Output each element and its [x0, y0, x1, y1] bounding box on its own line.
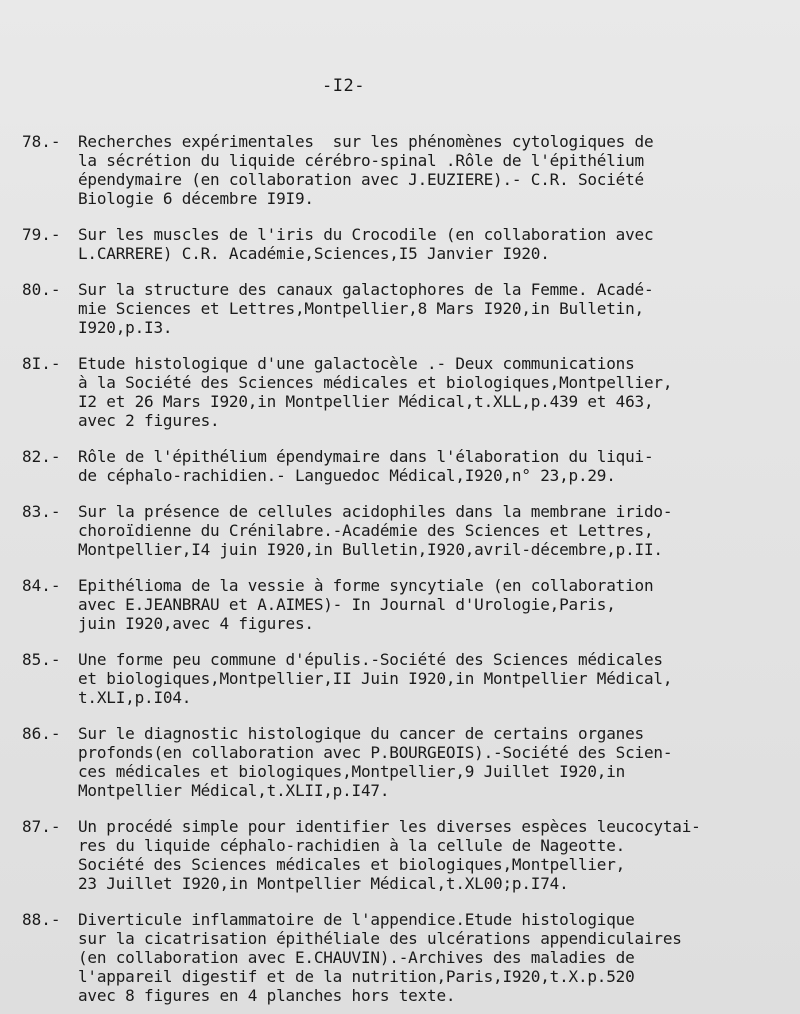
entry-number: 86.- — [22, 724, 61, 743]
entry-text — [78, 225, 782, 263]
entry-line: et biologiques,Montpellier,II Juin I920,in Montpellier Médical, — [78, 669, 673, 688]
entry-line: sur la cicatrisation épithéliale des ulcérations appendiculaires — [78, 929, 682, 948]
entry-line: avec 8 figures en 4 planches hors texte. — [78, 986, 456, 1005]
entry-text — [78, 132, 782, 208]
bibliography-entry — [22, 502, 782, 559]
entry-line: choroïdienne du Crénilabre.-Académie des Sciences et Lettres, — [78, 521, 654, 540]
entry-number: 84.- — [22, 576, 61, 595]
entry-line: profonds(en collaboration avec P.BOURGEOIS).-Société des Scien- — [78, 743, 673, 762]
entry-line: l'appareil digestif et de la nutrition,Paris,I920,t.X.p.520 — [78, 967, 635, 986]
entry-line: I920,p.I3. — [78, 318, 173, 337]
entry-line: Sur le diagnostic histologique du cancer de certains organes — [78, 724, 644, 743]
bibliography-entry — [22, 650, 782, 707]
bibliography-entry — [22, 132, 782, 208]
entry-line: L.CARRERE) C.R. Académie,Sciences,I5 Janvier I920. — [78, 244, 550, 263]
entry-text — [78, 576, 782, 633]
entry-line: Etude histologique d'une galactocèle .- Deux communications — [78, 354, 635, 373]
bibliography-entry — [22, 354, 782, 430]
entry-number: 87.- — [22, 817, 61, 836]
entry-line: Sur la structure des canaux galactophores de la Femme. Acadé- — [78, 280, 654, 299]
entry-text — [78, 447, 782, 485]
entry-line: (en collaboration avec E.CHAUVIN).-Archives des maladies de — [78, 948, 635, 967]
bibliography-entry — [22, 447, 782, 485]
entry-number: 88.- — [22, 910, 61, 929]
entry-line: juin I920,avec 4 figures. — [78, 614, 314, 633]
entry-line: ces médicales et biologiques,Montpellier,9 Juillet I920,in — [78, 762, 626, 781]
entry-text — [78, 502, 782, 559]
entry-line: Sur la présence de cellules acidophiles dans la membrane irido- — [78, 502, 673, 521]
entry-line: Sur les muscles de l'iris du Crocodile (en collaboration avec — [78, 225, 654, 244]
entry-number: 82.- — [22, 447, 61, 466]
bibliography-entry — [22, 910, 782, 1005]
entry-line: Montpellier Médical,t.XLII,p.I47. — [78, 781, 390, 800]
page-number: -I2- — [322, 76, 365, 96]
entry-text — [78, 354, 782, 430]
entry-number: 8I.- — [22, 354, 61, 373]
entry-text — [78, 650, 782, 707]
entry-line: Diverticule inflammatoire de l'appendice.Etude histologique — [78, 910, 635, 929]
bibliography-entry — [22, 724, 782, 800]
entry-line: Recherches expérimentales sur les phénomènes cytologiques de — [78, 132, 654, 151]
entry-line: 23 Juillet I920,in Montpellier Médical,t.XL00;p.I74. — [78, 874, 569, 893]
entry-line: mie Sciences et Lettres,Montpellier,8 Mars I920,in Bulletin, — [78, 299, 644, 318]
entry-line: Biologie 6 décembre I9I9. — [78, 189, 314, 208]
entry-line: Epithélioma de la vessie à forme syncytiale (en collaboration — [78, 576, 654, 595]
bibliography-entry — [22, 576, 782, 633]
entry-line: la sécrétion du liquide cérébro-spinal .Rôle de l'épithélium — [78, 151, 644, 170]
entry-line: I2 et 26 Mars I920,in Montpellier Médical,t.XLL,p.439 et 463, — [78, 392, 654, 411]
entry-line: Société des Sciences médicales et biologiques,Montpellier, — [78, 855, 626, 874]
entry-number: 83.- — [22, 502, 61, 521]
bibliography-entry — [22, 225, 782, 263]
entry-line: de céphalo-rachidien.- Languedoc Médical,I920,n° 23,p.29. — [78, 466, 616, 485]
entry-line: t.XLI,p.I04. — [78, 688, 192, 707]
entry-text — [78, 724, 782, 800]
entry-line: épendymaire (en collaboration avec J.EUZIERE).- C.R. Société — [78, 170, 644, 189]
entry-number: 78.- — [22, 132, 61, 151]
entry-number: 80.- — [22, 280, 61, 299]
entry-text — [78, 817, 782, 893]
entry-number: 85.- — [22, 650, 61, 669]
entry-line: avec 2 figures. — [78, 411, 220, 430]
entry-line: Montpellier,I4 juin I920,in Bulletin,I920,avril-décembre,p.II. — [78, 540, 663, 559]
entry-line: res du liquide céphalo-rachidien à la cellule de Nageotte. — [78, 836, 626, 855]
entry-text — [78, 910, 782, 1005]
bibliography-entry — [22, 817, 782, 893]
entry-line: Rôle de l'épithélium épendymaire dans l'élaboration du liqui- — [78, 447, 654, 466]
entry-line: avec E.JEANBRAU et A.AIMES)- In Journal d'Urologie,Paris, — [78, 595, 616, 614]
entry-text — [78, 280, 782, 337]
entry-line: Une forme peu commune d'épulis.-Société des Sciences médicales — [78, 650, 663, 669]
entry-number: 79.- — [22, 225, 61, 244]
entry-line: Un procédé simple pour identifier les diverses espèces leucocytai- — [78, 817, 701, 836]
bibliography-list — [22, 132, 782, 1014]
entry-line: à la Société des Sciences médicales et biologiques,Montpellier, — [78, 373, 673, 392]
bibliography-entry — [22, 280, 782, 337]
